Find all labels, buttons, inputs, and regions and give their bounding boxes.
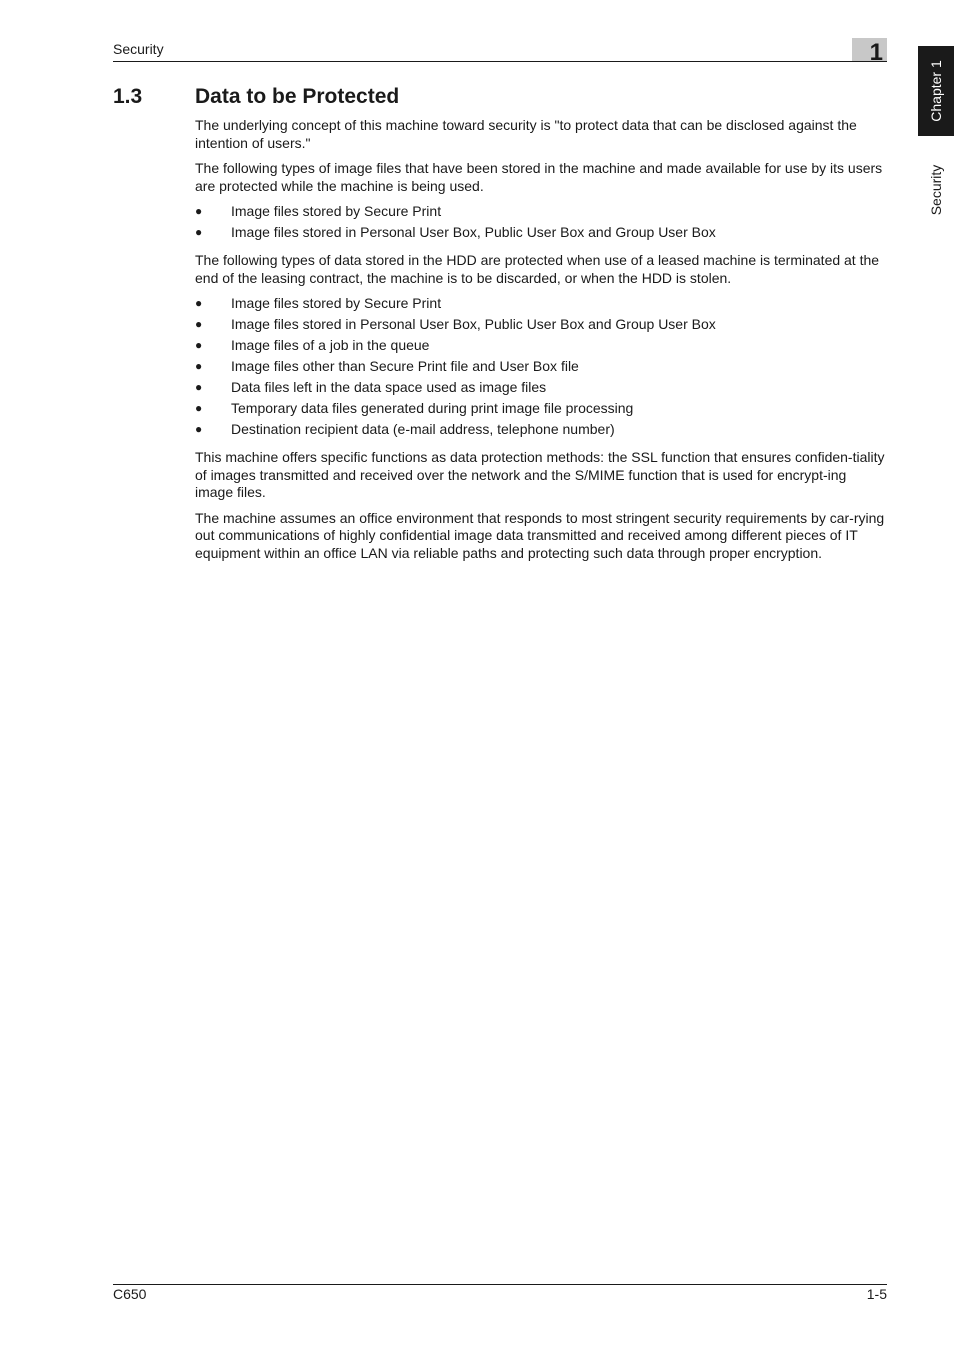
header-rule: [113, 61, 887, 62]
section-number: 1.3: [113, 85, 143, 108]
list-item-text: Image files stored by Secure Print: [231, 203, 442, 219]
list-item-text: Temporary data files generated during print image file processing: [231, 400, 634, 416]
list-item: [195, 419, 887, 440]
bullet-list-hdd: [195, 293, 887, 440]
list-item: [195, 335, 887, 356]
bullet-icon: ●: [195, 422, 203, 436]
list-item: [195, 356, 887, 377]
paragraph-protection-methods: This machine offers specific functions as data protection methods: the SSL function that ensures confiden-tiality of images transmitted and received over the network and the S/MIME function that is used for encrypt-ing image files.: [195, 449, 885, 500]
bullet-icon: ●: [195, 204, 203, 218]
bullet-icon: ●: [195, 380, 203, 394]
section-title: Data to be Protected: [195, 85, 400, 108]
bullet-icon: ●: [195, 338, 203, 352]
bullet-icon: ●: [195, 225, 203, 239]
body-content: [195, 117, 887, 570]
paragraph-image-files-in-use: The following types of image files that have been stored in the machine and made available for use by its users are protected while the machine is being used.: [195, 160, 883, 194]
list-item-text: Image files stored in Personal User Box, Public User Box and Group User Box: [231, 224, 716, 240]
section-side-label-text: Security: [928, 164, 944, 216]
bullet-icon: ●: [195, 317, 203, 331]
chapter-number-badge: 1: [852, 38, 887, 61]
chapter-side-tab: [918, 46, 954, 136]
list-item-text: Image files stored in Personal User Box, Public User Box and Group User Box: [231, 316, 716, 332]
list-item: [195, 222, 887, 243]
list-item: [195, 377, 887, 398]
section-side-label: [918, 150, 954, 230]
header-title: Security: [113, 41, 164, 57]
chapter-side-tab-label: Chapter 1: [928, 60, 944, 122]
list-item-text: Data files left in the data space used as image files: [231, 379, 547, 395]
footer-model: C650: [113, 1286, 147, 1302]
list-item: [195, 314, 887, 335]
bullet-icon: ●: [195, 359, 203, 373]
list-item-text: Image files other than Secure Print file and User Box file: [231, 358, 579, 374]
bullet-icon: ●: [195, 401, 203, 415]
paragraph-concept: The underlying concept of this machine toward security is "to protect data that can be disclosed against the intention of users.": [195, 117, 857, 151]
list-item-text: Destination recipient data (e-mail address, telephone number): [231, 421, 615, 437]
list-item-text: Image files stored by Secure Print: [231, 295, 442, 311]
list-item-text: Image files of a job in the queue: [231, 337, 430, 353]
list-item: [195, 201, 887, 222]
bullet-icon: ●: [195, 296, 203, 310]
list-item: [195, 293, 887, 314]
bullet-list-in-use: [195, 201, 887, 243]
paragraph-hdd-data: The following types of data stored in the HDD are protected when use of a leased machine is terminated at the end of the leasing contract, the machine is to be discarded, or when the HDD is stolen.: [195, 252, 880, 286]
list-item: [195, 398, 887, 419]
paragraph-office-environment: The machine assumes an office environment that responds to most stringent security requirements by car-rying out communications of highly confidential image data transmitted and received among different pieces of IT equipment within an office LAN via reliable paths and protecting such data through proper encryption.: [195, 509, 885, 561]
footer-page-number: 1-5: [866, 1286, 887, 1302]
footer-rule: [113, 1284, 887, 1285]
